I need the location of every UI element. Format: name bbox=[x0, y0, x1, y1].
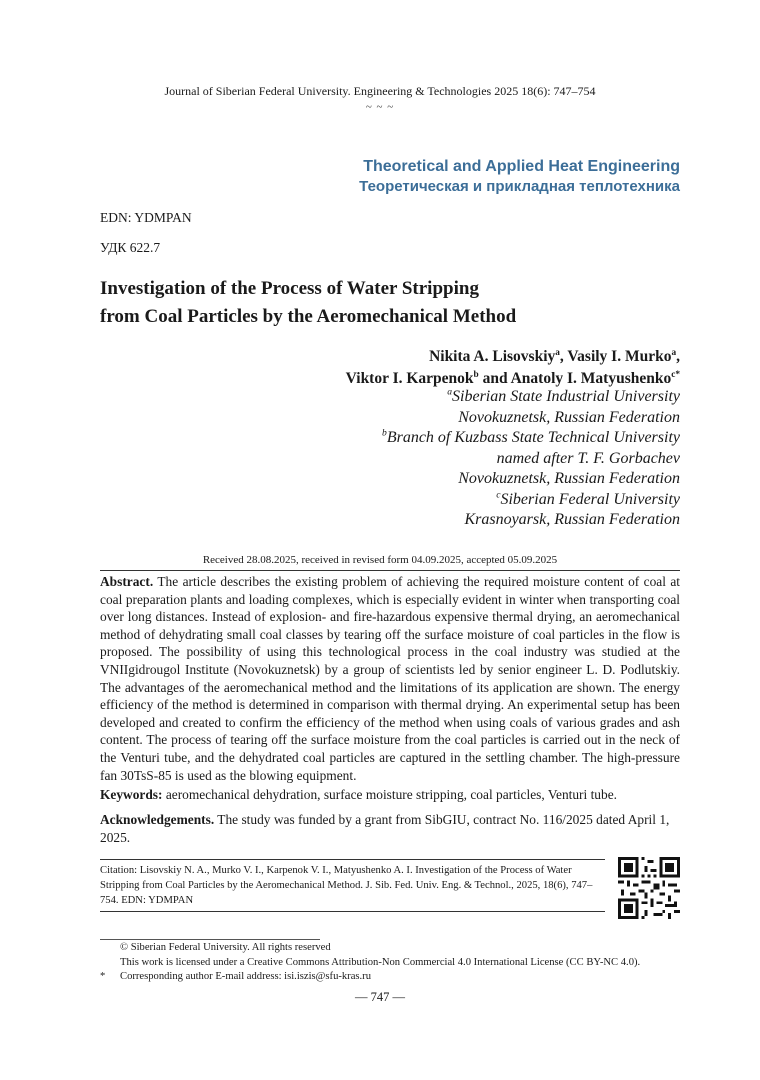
article-title-line1: Investigation of the Process of Water Stripping bbox=[100, 278, 479, 299]
affiliation-text: Siberian State Industrial University bbox=[452, 388, 680, 405]
affiliation-mark: c* bbox=[671, 369, 680, 380]
affiliation-mark: a bbox=[447, 386, 453, 398]
affiliation-line bbox=[382, 469, 680, 490]
section-title-ru: Теоретическая и прикладная теплотехника bbox=[359, 178, 680, 195]
affiliation-line bbox=[382, 387, 680, 408]
author-list bbox=[346, 346, 680, 390]
affiliation-line bbox=[382, 490, 680, 511]
udk-code: УДК 622.7 bbox=[100, 240, 161, 255]
abstract-text: The article describes the existing problem of achieving the required moisture content of coal at coal preparation plants and loading complexes, which is especially evident in winter when transporting coal over long distances. Instead of explosion- and fire-hazardous expensive thermal drying, an aeromechanical method of dehydrating small coal classes by tearing off the surface moisture of coal particles in the flow is proposed. The possibility of using this technological process in the coal industry was studied at the VNIIgidrougol Institute (Novokuznetsk) by a group of scientists led by senior engineer L. D. Podlutskiy. The advantages of the aeromechanical method and the limitations of its application are shown. The energy efficiency of the method is determined in comparison with thermal drying. An experimental setup has been developed and created to confirm the efficiency of the method when using coals of various grades and ash content. The process of tearing off the surface moisture from the coal particles is carried out in the neck of the Venturi tube, and the dehydrated coal particles are captured in the settling chamber. The high-pressure fan 30TsS-85 is used as the blowing equipment. bbox=[100, 574, 680, 783]
affiliation-line bbox=[382, 449, 680, 470]
acknowledgements-label: Acknowledgements. bbox=[100, 812, 215, 827]
author-name: Viktor I. Karpenok bbox=[345, 370, 474, 387]
affiliation-mark: b bbox=[382, 427, 387, 439]
divider bbox=[100, 859, 605, 860]
keywords bbox=[100, 786, 680, 804]
affiliation-text: Siberian Federal University bbox=[500, 490, 680, 508]
received-dates: Received 28.08.2025, received in revised form 04.09.2025, accepted 05.09.2025 bbox=[202, 554, 558, 566]
affiliation-text: Novokuznetsk, Russian Federation bbox=[458, 470, 680, 487]
affiliation-line bbox=[382, 510, 680, 531]
journal-header: Journal of Siberian Federal University. Engineering & Technologies 2025 18(6): 747–754 bbox=[164, 84, 596, 98]
corresponding-author: Corresponding author E-mail address: isi.iszis@sfu-kras.ru bbox=[120, 971, 372, 982]
header-separator: ~ ~ ~ bbox=[365, 101, 395, 113]
abstract bbox=[100, 573, 680, 784]
acknowledgements-text: The study was funded by a grant from SibGIU, contract No. 116/2025 dated April 1, 2025. bbox=[100, 812, 670, 845]
affiliation-mark: b bbox=[473, 369, 479, 380]
author-name: Anatoly I. Matyushenko bbox=[510, 370, 672, 387]
affiliation-mark: a bbox=[671, 347, 677, 358]
affiliation-mark: c bbox=[496, 489, 501, 501]
abstract-label: Abstract. bbox=[100, 574, 154, 589]
acknowledgements bbox=[100, 811, 680, 846]
qr-code-icon bbox=[618, 857, 680, 919]
author-name: Vasily I. Murko bbox=[567, 348, 672, 365]
page-number: — 747 — bbox=[355, 990, 405, 1004]
affiliation-text: Krasnoyarsk, Russian Federation bbox=[464, 511, 680, 528]
license-notice: This work is licensed under a Creative Commons Attribution-Non Commercial 4.0 International License (CC BY-NC 4.0). bbox=[120, 957, 641, 968]
affiliation-line bbox=[382, 408, 680, 429]
affiliation-mark: a bbox=[555, 347, 560, 358]
keywords-label: Keywords: bbox=[100, 787, 163, 802]
author-conjunction: and bbox=[478, 370, 511, 387]
section-title-en: Theoretical and Applied Heat Engineering bbox=[363, 158, 680, 175]
copyright-notice: © Siberian Federal University. All rights reserved bbox=[120, 942, 331, 953]
footnote-star: * bbox=[100, 971, 106, 982]
edn-code: EDN: YDMPAN bbox=[100, 210, 192, 225]
affiliation-text: named after T. F. Gorbachev bbox=[496, 449, 680, 467]
divider bbox=[100, 570, 680, 571]
affiliation-text: Branch of Kuzbass State Technical University bbox=[386, 429, 680, 446]
divider bbox=[100, 911, 605, 912]
article-title-line2: from Coal Particles by the Aeromechanical Method bbox=[100, 306, 517, 327]
citation: Citation: Lisovskiy N. A., Murko V. I., Karpenok V. I., Matyushenko A. I. Investigation of the Process of Water Stripping from Coal Particles by the Aeromechanical Method. J. Sib. Fed. Univ. Eng. & Technol., 2025, 18(6), 747–754. EDN: YDMPAN bbox=[100, 865, 593, 906]
footnote-divider bbox=[100, 939, 320, 940]
author-name: Nikita A. Lisovskiy bbox=[429, 348, 556, 365]
author-separator: , bbox=[676, 348, 680, 365]
affiliation-text: Novokuznetsk, Russian Federation bbox=[458, 408, 680, 426]
affiliations bbox=[382, 387, 680, 531]
affiliation-line bbox=[382, 428, 680, 449]
author-separator: , bbox=[559, 348, 568, 365]
keywords-text: aeromechanical dehydration, surface moisture stripping, coal particles, Venturi tube. bbox=[162, 787, 617, 802]
article-title bbox=[100, 275, 516, 331]
